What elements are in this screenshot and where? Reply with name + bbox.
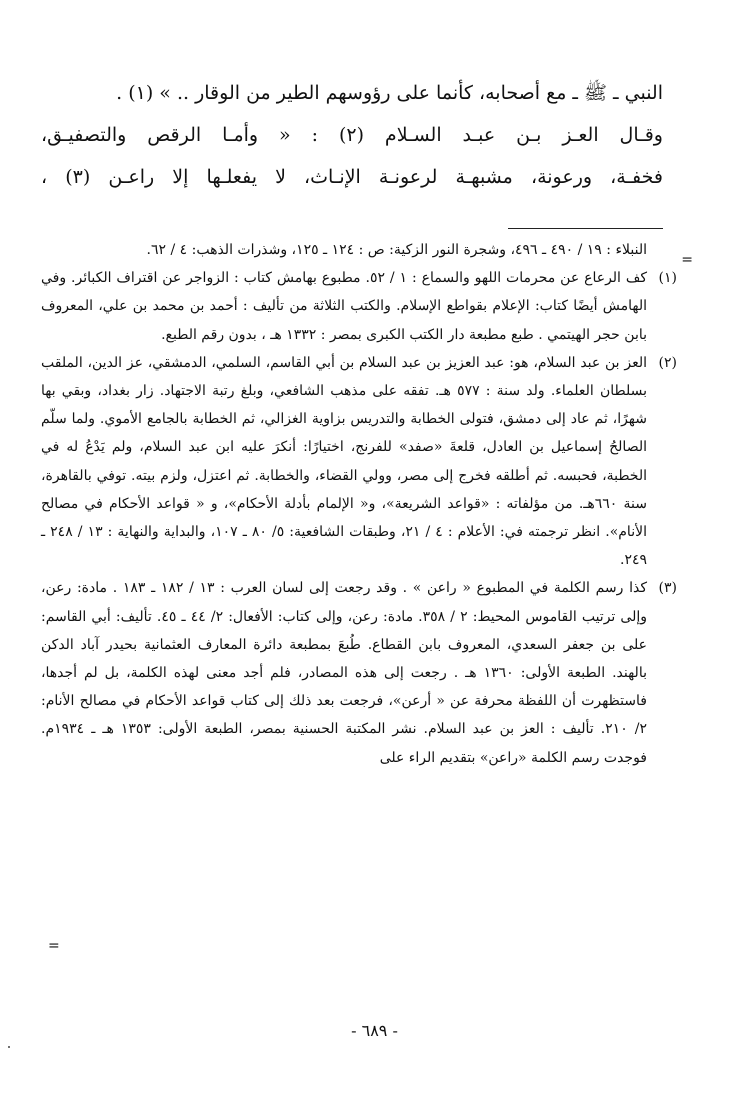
scan-speck (8, 1046, 10, 1048)
footnote-3-text: كذا رسم الكلمة في المطبوع « راعن » . وقد رجعت إلى لسان العرب : ١٣ / ١٨٢ ـ ١٨٣ . مادة: رعن، وإلى ترتيب القاموس المحيط: ٢ / ٣٥٨. مادة: رعن، وإلى كتاب: الأفعال: ٢/ ٤٤ ـ ٤٥. تأليف: أبي القاسم: على بن جعفر السعدي، المعروف بابن القطاع. طُبعَ بمطبعة دائرة المعارف العثمانية بحيدر آباد الدكن بالهند. الطبعة الأولى: ١٣٦٠ هـ . رجعت إلى هذه المصادر، فلم أجد معنى لهذه الكلمة، بل لم أجدها، فاستظهرت أن اللفظة محرفة عن « أرعن»، فرجعت بعد ذلك إلى كتاب قواعد الأحكام في مصالح الأنام: ٢/ ٢١٠. تأليف : العز بن عبد السلام. نشر المكتبة الحسنية بمصر، الطبعة الأولى: ١٣٥٣ هـ ـ ١٩٣٤م. فوجدت رسم الكلمة «راعن» بتقديم الراء على (41, 580, 647, 766)
footnote-2-number: (٢) (658, 354, 677, 371)
main-text-line-1: النبي ـ ﷺ ـ مع أصحابه، كأنما على رؤوسهم الطير من الوقار .. » (١) . (116, 82, 663, 104)
footnote-3-number: (٣) (658, 580, 677, 597)
main-text (41, 72, 663, 198)
footnote-1-text: كف الرعاع عن محرمات اللهو والسماع : ١ / ٥٢. مطبوع بهامش كتاب : الزواجر عن اقتراف الكبائر. وفي الهامش أيضًا كتاب: الإعلام بقواطع الإسلام. والكتب الثلاثة من تأليف : أحمد بن محمد بن علي، المعروف بابن حجر الهيتمي . طبع مطبعة دار الكتب الكبرى بمصر : ١٣٣٢ هـ ، بدون رقم الطبع. (41, 270, 648, 343)
footnote-1-number: (١) (658, 270, 677, 287)
footnote-2 (41, 349, 677, 575)
footnote-3 (41, 574, 677, 771)
continuation-marker-start: = (681, 252, 693, 268)
footnotes (41, 236, 677, 772)
footnote-continuation-text: النبلاء : ١٩ / ٤٩٠ ـ ٤٩٦، وشجرة النور الزكية: ص : ١٢٤ ـ ١٢٥، وشذرات الذهب: ٤ / ٦٢. (146, 242, 647, 258)
footnote-separator (508, 228, 663, 229)
main-text-line-2: وقـال العـز بـن عبـد السـلام (٢) : « وأمـا الرقص والتصفيـق، (41, 124, 663, 146)
footnote-1 (41, 264, 677, 349)
footnote-continuation (41, 236, 677, 264)
main-text-line-3: فخفـة، ورعونة، مشبهـة لرعونـة الإنـاث، لا يفعلـها إلا راعـن (٣) ، (41, 166, 663, 188)
page-number: - ٦٨٩ - (351, 1021, 398, 1040)
continuation-marker-end: = (48, 938, 60, 954)
footnote-2-text: العز بن عبد السلام، هو: عبد العزيز بن عبد السلام بن أبي القاسم، السلمي، الدمشقي، عز الدين، الملقب بسلطان العلماء. ولد سنة : ٥٧٧ هـ. تفقه على مذهب الشافعي، وبلغ رتبة الاجتهاد. زار بغداد، وبقي بها شهرًا، ثم عاد إلى دمشق، فتولى الخطابة والتدريس بزاوية الغزالي، ثم الخطابة بالجامع الأموي. ولما سلّم الصالحُ إسماعيل بن العادل، قلعةَ «صفد» للفرنج، اختيارًا: أنكرَ عليه ابن عبد السلام، ولم يَدْعُ له في الخطبة، فحبسه. ثم أطلقه فخرج إلى مصر، وولي القضاء، والخطابة. ثم اعتزل، ولزم بيته. توفي بالقاهرة، سنة ٦٦٠هـ. من مؤلفاته : «قواعد الشريعة»، و« الإلمام بأدلة الأحكام»، و « قواعد الأحكام في مصالح الأنام». انظر ترجمته في: الأعلام : ٤ / ٢١، وطبقات الشافعية: ٥/ ٨٠ ـ ١٠٧، والبداية والنهاية : ١٣ / ٢٤٨ ـ ٢٤٩. (41, 354, 648, 569)
